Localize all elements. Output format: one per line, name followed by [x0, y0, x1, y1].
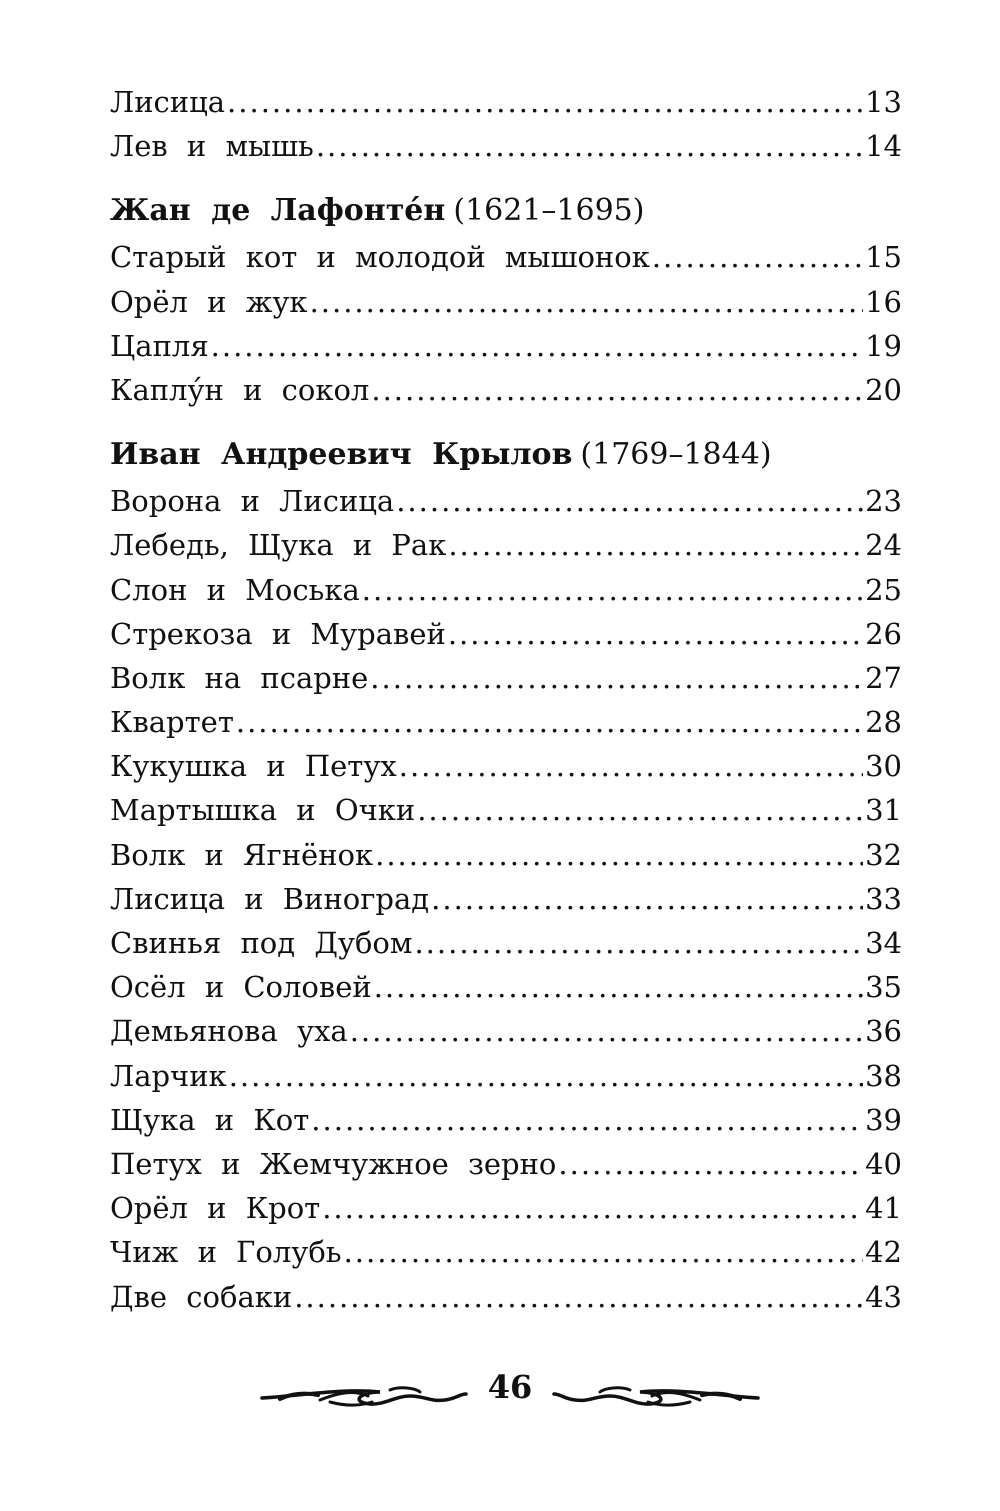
toc-entry [110, 523, 902, 567]
toc-entry [110, 1186, 902, 1230]
dot-leader [558, 1142, 863, 1186]
toc-group-lafontaine [110, 186, 902, 412]
author-name: Жан де Лафонте́н [110, 193, 446, 229]
entry-page-number: 42 [865, 1235, 902, 1270]
entry-title: Орёл и жук [110, 284, 308, 319]
entry-title: Лисица и Виноград [110, 881, 430, 916]
entry-title: Волк на псарне [110, 660, 369, 695]
entry-title: Старый кот и молодой мышонок [110, 240, 650, 275]
toc-entry [110, 80, 902, 124]
dot-leader [448, 523, 863, 567]
dot-leader [370, 656, 863, 700]
entry-page-number: 19 [865, 328, 902, 363]
dot-leader [294, 1275, 863, 1319]
toc-entry [110, 1230, 902, 1274]
dot-leader [414, 921, 863, 965]
entry-title: Лебедь, Щука и Рак [110, 528, 447, 563]
entry-title: Кукушка и Петух [110, 749, 397, 784]
page-footer [260, 1368, 760, 1428]
entry-page-number: 40 [865, 1146, 902, 1181]
author-heading [110, 430, 902, 479]
entry-page-number: 26 [865, 616, 902, 651]
entry-page-number: 13 [865, 85, 902, 119]
entry-title: Каплу́н и сокол [110, 372, 370, 407]
toc-entry [110, 1009, 902, 1053]
toc-entry [110, 612, 902, 656]
entry-page-number: 27 [865, 660, 902, 695]
entry-title: Чиж и Голубь [110, 1235, 342, 1270]
dot-leader [399, 744, 863, 788]
entry-title: Демьянова уха [110, 1014, 348, 1049]
toc-entry [110, 656, 902, 700]
table-of-contents [110, 80, 902, 1319]
dot-leader [417, 788, 863, 832]
entry-title: Волк и Ягнёнок [110, 837, 374, 872]
toc-entry [110, 965, 902, 1009]
toc-entry [110, 368, 902, 412]
entry-title: Лисица [110, 85, 226, 119]
entry-title: Слон и Моська [110, 572, 360, 607]
entry-title: Орёл и Крот [110, 1191, 321, 1226]
toc-entry [110, 1142, 902, 1186]
entry-page-number: 31 [865, 793, 902, 828]
entry-page-number: 36 [865, 1014, 902, 1049]
toc-entry [110, 788, 902, 832]
entry-title: Мартышка и Очки [110, 793, 416, 828]
dot-leader [227, 80, 863, 124]
entry-title: Щука и Кот [110, 1102, 310, 1137]
dot-leader [396, 479, 863, 523]
entry-title: Две собаки [110, 1279, 293, 1314]
entry-title: Осёл и Соловей [110, 970, 372, 1005]
author-name: Иван Андреевич Крылов [110, 437, 573, 473]
dot-leader [374, 965, 863, 1009]
entry-title: Ларчик [110, 1058, 227, 1093]
dot-leader [448, 612, 863, 656]
entry-page-number: 16 [865, 284, 902, 319]
author-years: (1621–1695) [453, 193, 645, 229]
dot-leader [311, 1098, 863, 1142]
toc-entry [110, 1054, 902, 1098]
dot-leader [236, 700, 863, 744]
entry-page-number: 32 [865, 837, 902, 872]
toc-entry [110, 744, 902, 788]
toc-group-continued [110, 80, 902, 168]
toc-entry [110, 1275, 902, 1319]
entry-page-number: 23 [865, 484, 902, 519]
toc-entry [110, 568, 902, 612]
entry-title: Стрекоза и Муравей [110, 616, 446, 651]
right-flourish-icon [550, 1382, 760, 1412]
dot-leader [211, 324, 863, 368]
toc-group-krylov [110, 430, 902, 1319]
entry-page-number: 35 [865, 970, 902, 1005]
entry-page-number: 33 [865, 881, 902, 916]
toc-entry [110, 479, 902, 523]
entry-page-number: 38 [865, 1058, 902, 1093]
dot-leader [322, 1186, 863, 1230]
dot-leader [344, 1230, 864, 1274]
entry-title: Лев и мышь [110, 129, 314, 164]
toc-entry [110, 833, 902, 877]
toc-entry [110, 280, 902, 324]
dot-leader [316, 124, 863, 168]
entry-title: Квартет [110, 705, 234, 740]
entry-title: Петух и Жемчужное зерно [110, 1146, 557, 1181]
entry-page-number: 28 [865, 705, 902, 740]
dot-leader [362, 568, 863, 612]
entry-page-number: 14 [865, 129, 902, 164]
entry-page-number: 43 [865, 1279, 902, 1314]
entry-page-number: 39 [865, 1102, 902, 1137]
page-number: 46 [487, 1368, 533, 1406]
toc-entry [110, 1098, 902, 1142]
entry-page-number: 34 [865, 926, 902, 960]
entry-page-number: 24 [865, 528, 902, 563]
entry-page-number: 20 [865, 372, 902, 407]
entry-page-number: 41 [865, 1191, 902, 1226]
dot-leader [229, 1054, 863, 1098]
author-years: (1769–1844) [580, 437, 772, 473]
toc-entry [110, 921, 902, 965]
toc-entry [110, 877, 902, 921]
dot-leader [310, 280, 864, 324]
dot-leader [375, 833, 863, 877]
entry-title: Свинья под Дубом [110, 926, 413, 960]
dot-leader [431, 877, 863, 921]
entry-page-number: 30 [865, 749, 902, 784]
toc-entry [110, 124, 902, 168]
entry-title: Ворона и Лисица [110, 484, 395, 519]
author-heading [110, 186, 902, 235]
toc-entry [110, 235, 902, 279]
entry-page-number: 15 [865, 240, 902, 275]
toc-entry [110, 324, 902, 368]
toc-entry [110, 700, 902, 744]
dot-leader [371, 368, 863, 412]
dot-leader [350, 1009, 863, 1053]
dot-leader [652, 235, 863, 279]
entry-title: Цапля [110, 328, 209, 363]
entry-page-number: 25 [865, 572, 902, 607]
